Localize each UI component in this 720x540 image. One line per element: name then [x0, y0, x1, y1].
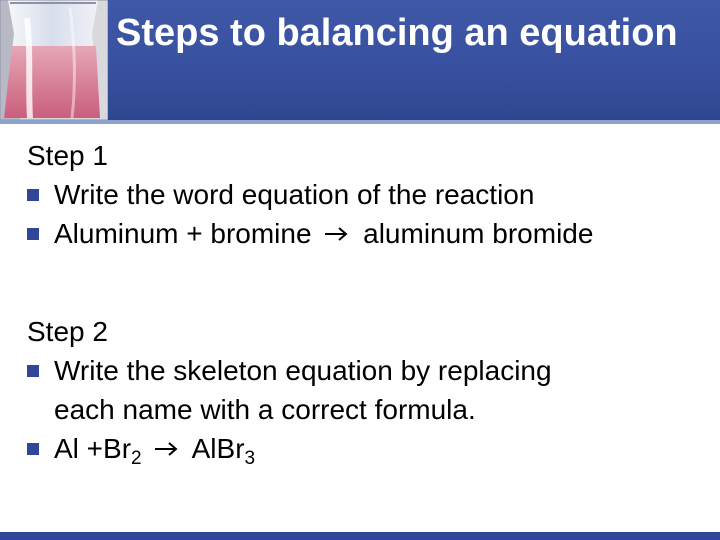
square-bullet-icon	[27, 189, 39, 201]
step2-bullet-1-line-2: each name with a correct formula.	[54, 394, 476, 425]
step1-heading: Step 1	[27, 140, 108, 171]
skeleton-equation-reactants: Al +Br	[54, 433, 132, 464]
section-gap	[27, 253, 707, 312]
skeleton-equation-product: AlBr	[191, 433, 245, 464]
step1-bullet-2	[27, 214, 707, 253]
step2-bullet-1-line-1: Write the skeleton equation by replacing	[54, 355, 552, 386]
step1-bullet-1	[27, 175, 707, 214]
square-bullet-icon	[27, 228, 39, 240]
footer-bar	[0, 532, 720, 540]
bromine-subscript: 2	[131, 448, 142, 469]
flask-image-icon	[0, 0, 108, 120]
slide-title: Steps to balancing an equation	[116, 12, 678, 54]
word-equation-right: aluminum bromide	[363, 218, 594, 249]
step1-bullet-1-text: Write the word equation of the reaction	[54, 179, 535, 210]
word-equation-left: Aluminum + bromine	[54, 218, 312, 249]
slide-header	[0, 0, 720, 120]
product-subscript: 3	[244, 448, 256, 469]
header-divider	[0, 120, 720, 124]
slide-content	[27, 136, 707, 468]
step2-bullet-1	[27, 351, 707, 429]
square-bullet-icon	[27, 365, 39, 377]
square-bullet-icon	[27, 443, 39, 455]
right-arrow-icon	[153, 439, 181, 459]
step2-heading: Step 2	[27, 316, 108, 347]
right-arrow-icon	[323, 224, 351, 244]
step2-bullet-2	[27, 429, 707, 468]
